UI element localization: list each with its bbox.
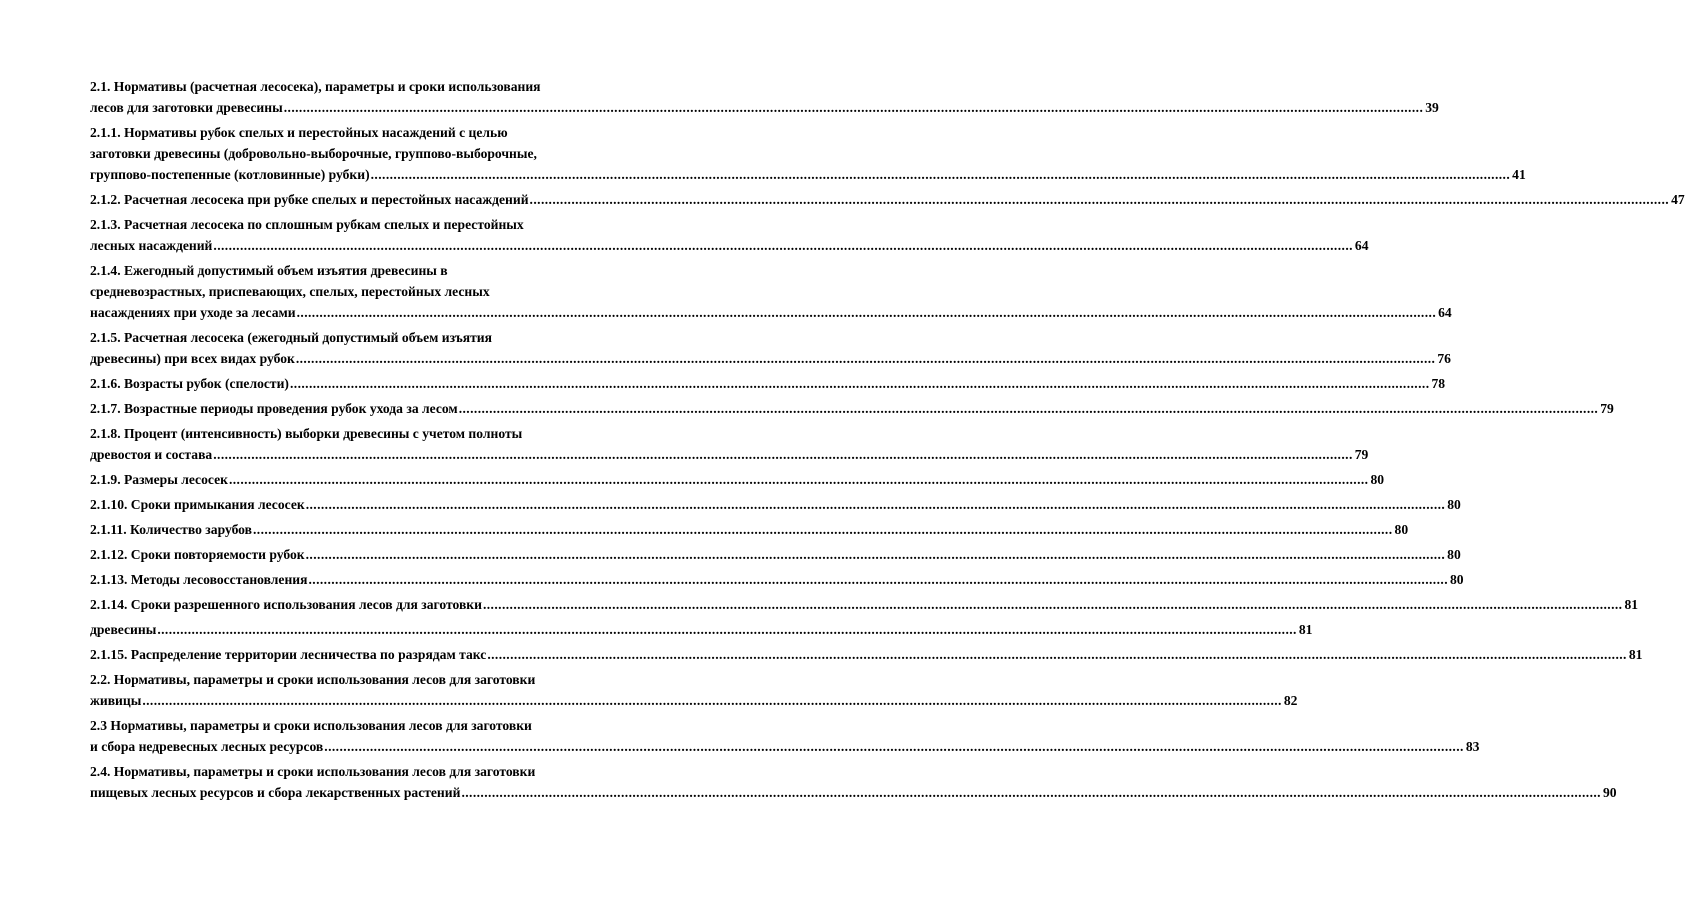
- toc-page-number: 76: [1437, 351, 1451, 366]
- toc-dot-leader: ............................................................................................................................................................................................................................................................................................................: [529, 192, 1670, 207]
- toc-page-number: 80: [1450, 572, 1464, 587]
- toc-entry[interactable]: [90, 260, 1452, 323]
- toc-entry-last-line: [90, 594, 1639, 615]
- toc-entry[interactable]: [90, 644, 1643, 665]
- toc-entry-last-line: [90, 690, 1298, 711]
- toc-entry-last-line: [90, 373, 1446, 394]
- toc-entry-line: 2.4. Нормативы, параметры и сроки использования лесов для заготовки: [90, 764, 536, 779]
- toc-dot-leader: ............................................................................................................................................................................................................................................................................................................: [228, 472, 1369, 487]
- toc-entry-line: 2.1.1. Нормативы рубок спелых и перестойных насаждений с целью: [90, 125, 508, 140]
- toc-entry-last-line: [90, 164, 1526, 185]
- toc-entry[interactable]: [90, 214, 1369, 256]
- toc-entry-line: 2.1.8. Процент (интенсивность) выборки древесины с учетом полноты: [90, 426, 523, 441]
- toc-page-number: 47: [1671, 192, 1685, 207]
- toc-page-number: 41: [1512, 167, 1526, 182]
- toc-entry-title: 2.1.6. Возрасты рубок (спелости): [90, 376, 289, 391]
- toc-page-number: 64: [1438, 305, 1452, 320]
- toc-entry-title: лесов для заготовки древесины: [90, 100, 283, 115]
- toc-page-number: 80: [1447, 497, 1461, 512]
- toc-entry[interactable]: [90, 327, 1451, 369]
- toc-page-number: 83: [1465, 739, 1480, 754]
- toc-entry-title: древостоя и состава: [90, 447, 213, 462]
- toc-entry-line: 2.1.5. Расчетная лесосека (ежегодный допустимый объем изъятия: [90, 330, 492, 345]
- toc-entry-title: 2.1.9. Размеры лесосек: [90, 472, 228, 487]
- toc-entry-title: группово-постепенные (котловинные) рубки): [90, 167, 370, 182]
- toc-entry-last-line: [90, 544, 1461, 565]
- toc-page-number: 81: [1298, 622, 1313, 637]
- toc-page-number: 64: [1354, 238, 1369, 253]
- table-of-contents: [90, 76, 1685, 807]
- toc-dot-leader: ............................................................................................................................................................................................................................................................................................................: [157, 622, 1297, 637]
- toc-entry[interactable]: [90, 619, 1313, 640]
- toc-dot-leader: ............................................................................................................................................................................................................................................................................................................: [308, 572, 1448, 587]
- toc-entry-title: живицы: [90, 693, 142, 708]
- toc-dot-leader: ............................................................................................................................................................................................................................................................................................................: [289, 376, 1430, 391]
- toc-entry[interactable]: [90, 715, 1480, 757]
- toc-dot-leader: ............................................................................................................................................................................................................................................................................................................: [370, 167, 1511, 182]
- toc-entry-last-line: [90, 519, 1409, 540]
- toc-entry-last-line: [90, 736, 1480, 757]
- toc-entry-last-line: [90, 569, 1464, 590]
- toc-entry-title: 2.1.11. Количество зарубов: [90, 522, 252, 537]
- toc-dot-leader: ............................................................................................................................................................................................................................................................................................................: [324, 739, 1464, 754]
- toc-page-number: 39: [1425, 100, 1439, 115]
- toc-dot-leader: ............................................................................................................................................................................................................................................................................................................: [461, 785, 1601, 800]
- toc-entry-last-line: [90, 348, 1451, 369]
- toc-entry-last-line: [90, 189, 1685, 210]
- toc-page-number: 81: [1624, 597, 1639, 612]
- toc-entry-last-line: [90, 444, 1369, 465]
- toc-entry-title: 2.1.13. Методы лесовосстановления: [90, 572, 308, 587]
- toc-entry-title: и сбора недревесных лесных ресурсов: [90, 739, 324, 754]
- toc-dot-leader: ............................................................................................................................................................................................................................................................................................................: [213, 238, 1353, 253]
- toc-entry-line: 2.2. Нормативы, параметры и сроки использования лесов для заготовки: [90, 672, 536, 687]
- toc-entry-title: 2.1.14. Сроки разрешенного использования лесов для заготовки: [90, 597, 482, 612]
- toc-entry-title: 2.1.12. Сроки повторяемости рубок: [90, 547, 305, 562]
- toc-entry-title: 2.1.15. Распределение территории лесничества по разрядам такс: [90, 647, 487, 662]
- toc-page-number: 81: [1628, 647, 1643, 662]
- toc-page-number: 90: [1602, 785, 1617, 800]
- toc-page-number: 82: [1283, 693, 1298, 708]
- toc-entry-title: пищевых лесных ресурсов и сбора лекарственных растений: [90, 785, 461, 800]
- toc-entry[interactable]: [90, 423, 1369, 465]
- toc-entry-title: 2.1.2. Расчетная лесосека при рубке спелых и перестойных насаждений: [90, 192, 529, 207]
- toc-entry-line: заготовки древесины (добровольно-выборочные, группово-выборочные,: [90, 146, 537, 161]
- toc-dot-leader: ............................................................................................................................................................................................................................................................................................................: [252, 522, 1393, 537]
- toc-page-number: 80: [1447, 547, 1461, 562]
- toc-entry[interactable]: [90, 373, 1446, 394]
- toc-entry-line: 2.1.3. Расчетная лесосека по сплошным рубкам спелых и перестойных: [90, 217, 524, 232]
- toc-dot-leader: ............................................................................................................................................................................................................................................................................................................: [296, 305, 1437, 320]
- toc-dot-leader: ............................................................................................................................................................................................................................................................................................................: [213, 447, 1353, 462]
- toc-page-number: 80: [1394, 522, 1409, 537]
- toc-entry-last-line: [90, 235, 1369, 256]
- toc-entry[interactable]: [90, 189, 1685, 210]
- toc-entry-last-line: [90, 97, 1439, 118]
- toc-entry-line: 2.1. Нормативы (расчетная лесосека), параметры и сроки использования: [90, 79, 541, 94]
- toc-entry-line: 2.1.4. Ежегодный допустимый объем изъятия древесины в: [90, 263, 448, 278]
- toc-dot-leader: ............................................................................................................................................................................................................................................................................................................: [142, 693, 1282, 708]
- toc-entry-last-line: [90, 469, 1385, 490]
- toc-entry-last-line: [90, 494, 1461, 515]
- toc-entry[interactable]: [90, 398, 1614, 419]
- toc-entry[interactable]: [90, 669, 1298, 711]
- toc-entry[interactable]: [90, 569, 1464, 590]
- toc-entry-last-line: [90, 644, 1643, 665]
- toc-entry-last-line: [90, 619, 1313, 640]
- toc-dot-leader: ............................................................................................................................................................................................................................................................................................................: [305, 547, 1446, 562]
- toc-entry-line: средневозрастных, приспевающих, спелых, перестойных лесных: [90, 284, 490, 299]
- toc-entry-line: 2.3 Нормативы, параметры и сроки использования лесов для заготовки: [90, 718, 532, 733]
- toc-page-number: 80: [1370, 472, 1385, 487]
- toc-entry-title: насаждениях при уходе за лесами: [90, 305, 296, 320]
- toc-entry-title: 2.1.7. Возрастные периоды проведения рубок ухода за лесом: [90, 401, 458, 416]
- toc-entry[interactable]: [90, 122, 1526, 185]
- toc-entry[interactable]: [90, 76, 1439, 118]
- toc-entry[interactable]: [90, 469, 1385, 490]
- toc-page-number: 79: [1354, 447, 1369, 462]
- toc-dot-leader: ............................................................................................................................................................................................................................................................................................................: [482, 597, 1623, 612]
- toc-entry[interactable]: [90, 494, 1461, 515]
- toc-entry-last-line: [90, 782, 1617, 803]
- toc-entry[interactable]: [90, 594, 1639, 615]
- toc-entry-last-line: [90, 302, 1452, 323]
- toc-dot-leader: ............................................................................................................................................................................................................................................................................................................: [295, 351, 1436, 366]
- toc-page-number: 79: [1600, 401, 1614, 416]
- toc-entry-title: 2.1.10. Сроки примыкания лесосек: [90, 497, 305, 512]
- toc-dot-leader: ............................................................................................................................................................................................................................................................................................................: [305, 497, 1446, 512]
- toc-entry[interactable]: [90, 544, 1461, 565]
- toc-page-number: 78: [1431, 376, 1446, 391]
- toc-dot-leader: ............................................................................................................................................................................................................................................................................................................: [458, 401, 1599, 416]
- toc-entry[interactable]: [90, 761, 1617, 803]
- toc-entry-title: древесины) при всех видах рубок: [90, 351, 295, 366]
- toc-entry[interactable]: [90, 519, 1409, 540]
- toc-dot-leader: ............................................................................................................................................................................................................................................................................................................: [487, 647, 1627, 662]
- toc-dot-leader: ............................................................................................................................................................................................................................................................................................................: [283, 100, 1424, 115]
- toc-entry-last-line: [90, 398, 1614, 419]
- toc-entry-title: лесных насаждений: [90, 238, 213, 253]
- toc-entry-title: древесины: [90, 622, 157, 637]
